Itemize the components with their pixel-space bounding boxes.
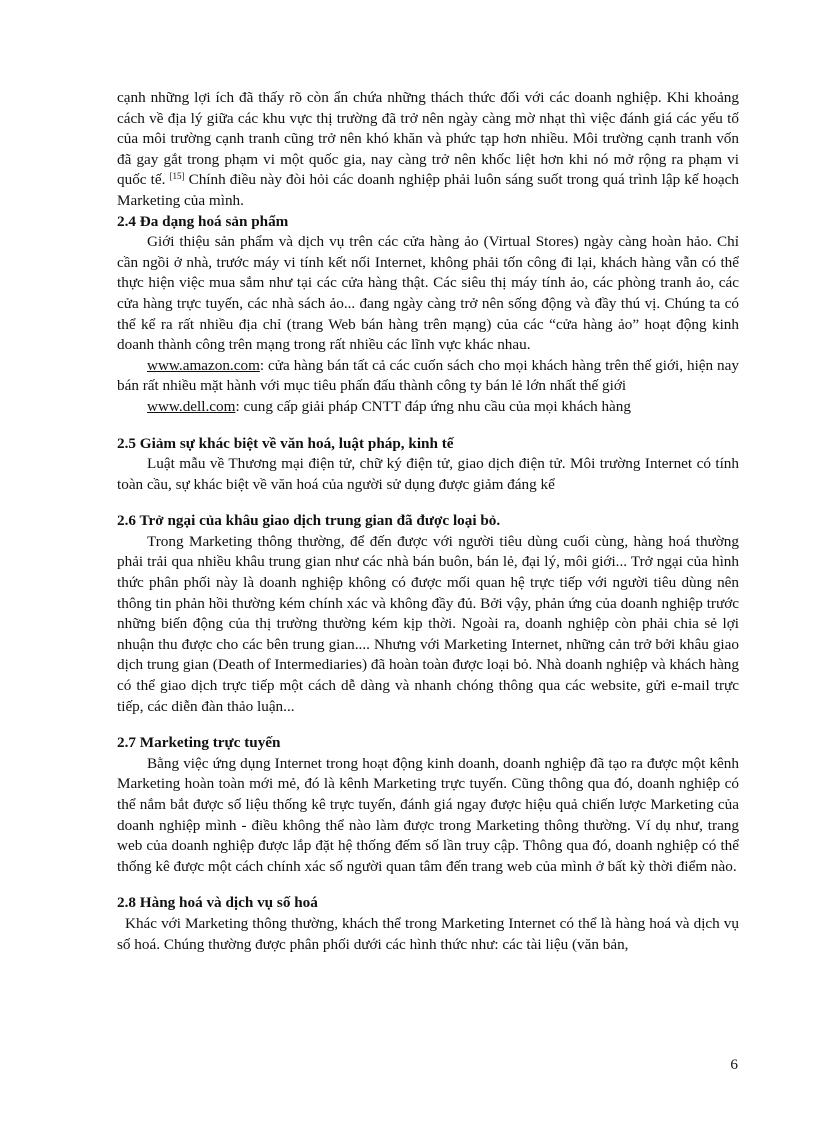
- citation-ref: [15]: [169, 171, 185, 182]
- amazon-link[interactable]: www.amazon.com: [147, 356, 260, 374]
- section-2-6-paragraph: Trong Marketing thông thường, để đến được với người tiêu dùng cuối cùng, hàng hoá thường phải trải qua nhiều khâu trung gian như các nhà bán buôn, bán lẻ, đại lý, môi giới... Trở ngại của hình thức phân phối này là doanh nghiệp không có được mối quan hệ trực tiếp với người tiêu dùng nên thông tin phản hồi thường kém chính xác và không đầy đủ. Bởi vậy, phản ứng của doanh nghiệp trước những biến động của thị trường thường kém kịp thời. Ngoài ra, doanh nghiệp còn phải chia sẻ lợi nhuận thu được cho các bên trung gian.... Nhưng với Marketing Internet, những cản trở bởi khâu giao dịch trung gian (Death of Intermediaries) đã hoàn toàn được loại bỏ. Nhà doanh nghiệp và khách hàng có thể giao dịch trực tiếp một cách dễ dàng và nhanh chóng thông qua các website, gửi e-mail trực tiếp, các diễn đàn thảo luận...: [117, 532, 739, 715]
- section-heading-2-5: 2.5 Giảm sự khác biệt về văn hoá, luật pháp, kinh tế: [117, 434, 454, 452]
- section-heading-2-6: 2.6 Trở ngại của khâu giao dịch trung gian đã được loại bỏ.: [117, 512, 501, 530]
- document-page: [117, 88, 739, 955]
- dell-entry: www.dell.com: cung cấp giải pháp CNTT đáp ứng nhu cầu của mọi khách hàng: [147, 397, 631, 415]
- section-2-4-paragraph: Giới thiệu sản phẩm và dịch vụ trên các cửa hàng ảo (Virtual Stores) ngày càng hoàn hảo. Chỉ cần ngồi ở nhà, trước máy vi tính kết nối Internet, không phải tốn công đi lại, khách hàng vẫn có thể thực hiện việc mua sắm như tại các cửa hàng thật. Các siêu thị máy tính ảo, các phòng tranh ảo, các cửa hàng trực tuyến, các nhà sách ảo... đang ngày càng trở nên sống động và đầy thú vị. Chúng ta có thể kể ra rất nhiều địa chỉ (trang Web bán hàng trên mạng) của các “cửa hàng ảo” hoạt động kinh doanh thành công trên mạng trong rất nhiều các lĩnh vực khác nhau.: [117, 233, 739, 354]
- section-heading-2-8: 2.8 Hàng hoá và dịch vụ số hoá: [117, 894, 318, 912]
- section-2-8-paragraph: Khác với Marketing thông thường, khách thể trong Marketing Internet có thể là hàng hoá và dịch vụ số hoá. Chúng thường được phân phối dưới các hình thức như: các tài liệu (văn bản,: [117, 914, 739, 953]
- section-heading-2-4: 2.4 Đa dạng hoá sản phẩm: [117, 212, 289, 230]
- section-2-5-paragraph: Luật mẫu về Thương mại điện tử, chữ ký điện tử, giao dịch điện tử. Môi trường Internet có tính toàn cầu, sự khác biệt về văn hoá của người sử dụng được giảm đáng kể: [117, 455, 739, 493]
- page-number: 6: [730, 1056, 738, 1073]
- section-heading-2-7: 2.7 Marketing trực tuyến: [117, 734, 281, 752]
- amazon-entry: www.amazon.com: cửa hàng bán tất cả các cuốn sách cho mọi khách hàng trên thế giới, hiện nay bán rất nhiều mặt hành với mục tiêu phấn đấu thành công ty bán lẻ lớn nhất thế giới: [117, 356, 739, 395]
- dell-link[interactable]: www.dell.com: [147, 397, 236, 415]
- intro-paragraph: cạnh những lợi ích đã thấy rõ còn ẩn chứa những thách thức đối với các doanh nghiệp. Khi khoảng cách về địa lý giữa các khu vực thị trường đã trở nên ngày càng mờ nhạt thì việc đánh giá các yếu tố của môi trường cạnh tranh cũng trở nên khó khăn và phức tạp hơn nhiều. Môi trường cạnh tranh vốn đã gay gắt trong phạm vi một quốc gia, nay càng trở nên khốc liệt hơn khi nó mở rộng ra phạm vi quốc tế. [15] Chính điều này đòi hỏi các doanh nghiệp phải luôn sáng suốt trong quá trình lập kế hoạch Marketing của mình.: [117, 89, 739, 209]
- section-2-7-paragraph: Bằng việc ứng dụng Internet trong hoạt động kinh doanh, doanh nghiệp đã tạo ra được một kênh Marketing hoàn toàn mới mẻ, đó là kênh Marketing trực tuyến. Cũng thông qua đó, doanh nghiệp có thể nắm bắt được số liệu thống kê trực tuyến, đánh giá ngay được hiệu quả chiến lược Marketing của doanh nghiệp mình - điều không thể nào làm được trong Marketing thông thường. Ví dụ như, trang web của doanh nghiệp được lắp đặt hệ thống đếm số lần truy cập. Thông qua đó, doanh nghiệp có thể thống kê được một cách chính xác số người quan tâm đến trang web của mình ở bất kỳ thời điểm nào.: [117, 754, 739, 875]
